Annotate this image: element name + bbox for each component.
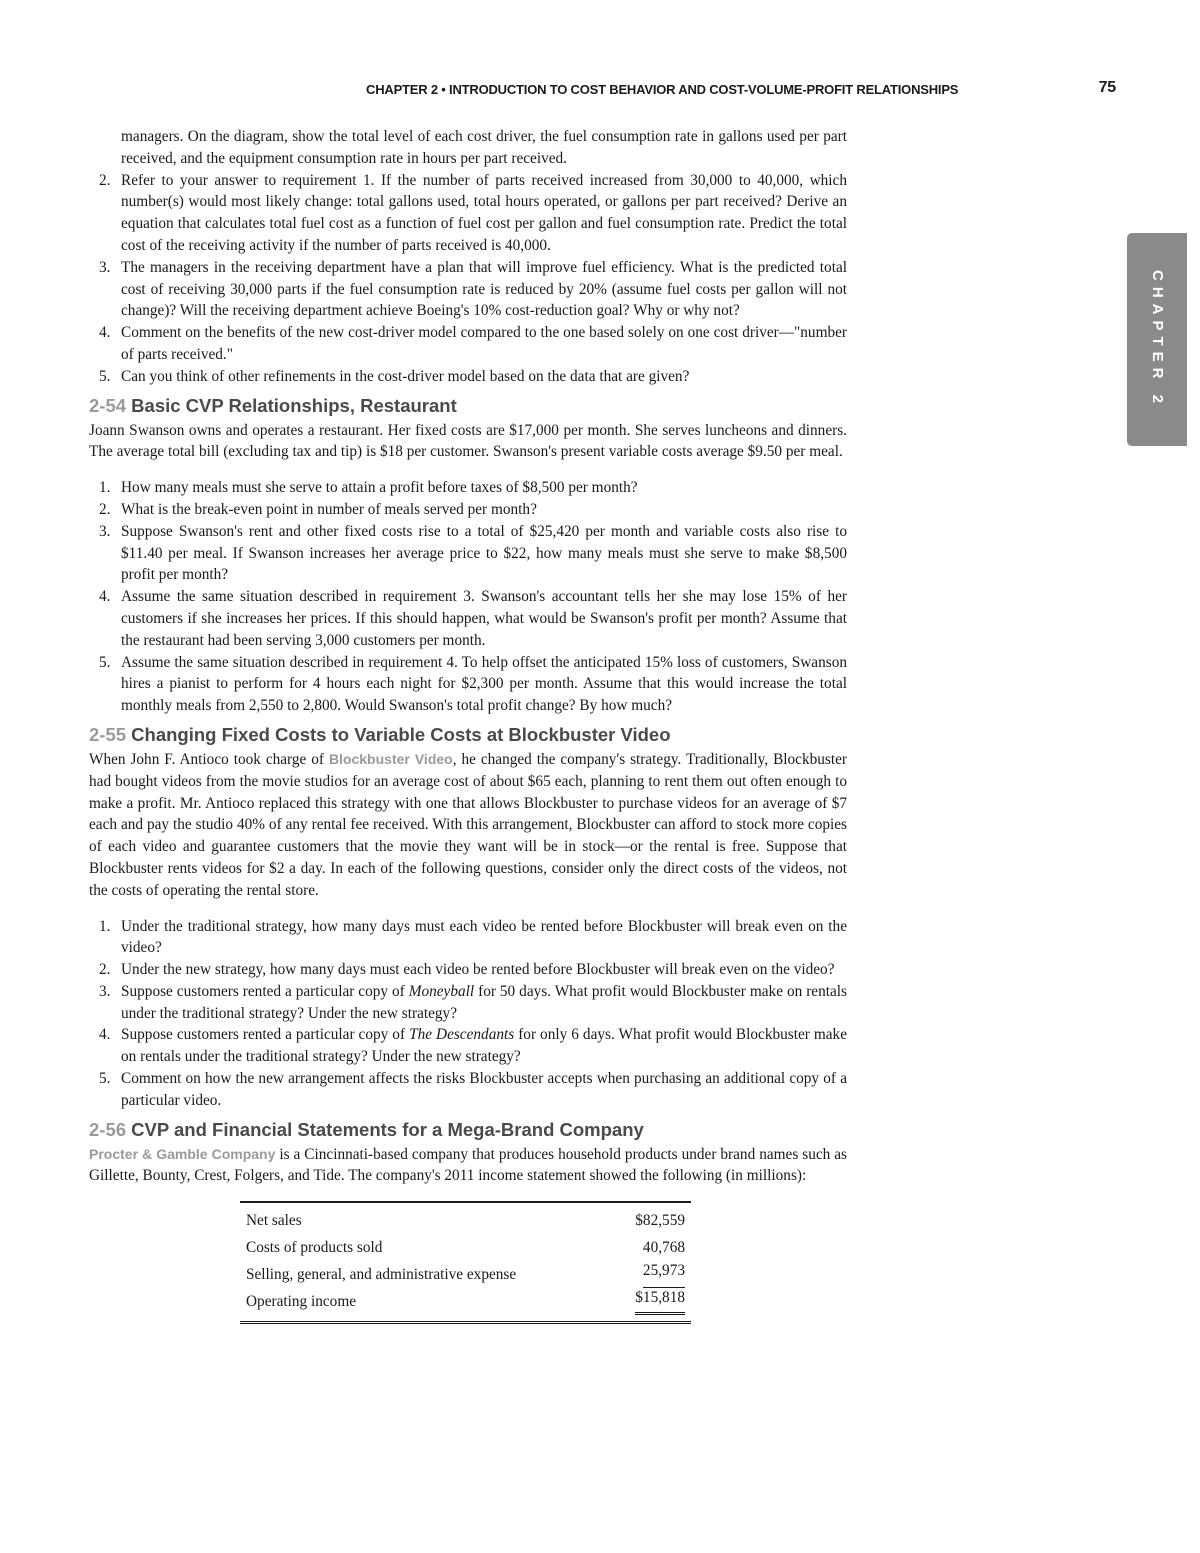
company-link[interactable]: Blockbuster Video xyxy=(328,750,453,767)
movie-title: Moneyball xyxy=(408,982,475,1000)
list-item: 1. How many meals must she serve to attain a profit before taxes of $8,500 per month? xyxy=(99,479,638,497)
requirements-list xyxy=(89,916,847,1112)
requirements-list xyxy=(89,477,847,717)
movie-title: The Descendants xyxy=(409,1026,515,1044)
list-item: 5. Can you think of other refinements in the cost-driver model based on the data that are given? xyxy=(99,367,690,385)
list-item: 2. Refer to your answer to requirement 1. If the number of parts received increased from 30,000 to 40,000, which number(s) would most likely change: total gallons used, total hours operated, or gallons per part received? Derive an equation that calculates total fuel cost as a function of fuel cost per gallon and fuel consumption rate. Predict the total cost of the receiving activity if the number of parts received is 40,000. xyxy=(99,171,847,254)
chapter-side-tab xyxy=(1127,233,1187,446)
list-item: 2. Under the new strategy, how many days must each video be rented before Blockbuster will break even on the video? xyxy=(99,961,835,979)
table-row: Selling, general, and administrative expense 25,973 xyxy=(240,1261,691,1288)
problem-heading-2-56: 2-56 CVP and Financial Statements for a Mega-Brand Company xyxy=(89,1118,644,1140)
list-item: 1. Under the traditional strategy, how many days must each video be rented before Blockbuster will break even on the video? xyxy=(99,917,847,957)
continuation-paragraph: managers. On the diagram, show the total level of each cost driver, the fuel consumption rate in gallons used per part received, and the equipment consumption rate in hours per part received. xyxy=(121,128,847,167)
list-item: 2. What is the break-even point in number of meals served per month? xyxy=(99,500,537,518)
list-item: 4. Suppose customers rented a particular copy of The Descendants for only 6 days. What profit would Blockbuster make on rentals under the traditional strategy? Under the new strategy? xyxy=(99,1026,847,1066)
problem-intro: Procter & Gamble Company is a Cincinnati-based company that produces household products under brand names such as Gillette, Bounty, Crest, Folgers, and Tide. The company's 2011 income statement showed the following (in millions): xyxy=(89,1145,847,1185)
table-row: Costs of products sold 40,768 xyxy=(246,1239,685,1257)
chapter-tab-label: CHAPTER 2 xyxy=(1149,269,1166,409)
company-link[interactable]: Procter & Gamble Company xyxy=(89,1145,276,1162)
problem-intro: Joann Swanson owns and operates a restaurant. Her fixed costs are $17,000 per month. She serves luncheons and dinners. The average total bill (excluding tax and tip) is $18 per customer. Swanson's present variable costs average $9.50 per meal. xyxy=(89,421,847,461)
continuation-list xyxy=(89,170,847,388)
list-item: 3. Suppose Swanson's rent and other fixed costs rise to a total of $25,420 per month and variable costs also rise to $11.40 per meal. If Swanson increases her average price to $22, how many meals must she serve to make $8,500 profit per month? xyxy=(99,522,847,584)
table-row: Net sales $82,559 xyxy=(246,1212,685,1230)
page-number: 75 xyxy=(1098,79,1116,96)
list-item: 5. Assume the same situation described in requirement 4. To help offset the anticipated 15% loss of customers, Swanson hires a pianist to perform for 4 hours each night for $2,300 per month. Assume that this would increase the total monthly meals from 2,550 to 2,800. Would Swanson's total profit change? By how much? xyxy=(99,653,847,715)
list-item: 3. The managers in the receiving department have a plan that will improve fuel efficiency. What is the predicted total cost of receiving 30,000 parts if the fuel consumption rate is reduced by 20% (assume fuel costs per gallon will not change)? Will the receiving department achieve Boeing's 10% cost-reduction goal? Why or why not? xyxy=(99,258,847,320)
table-row: Operating income $15,818 xyxy=(240,1288,691,1315)
problem-heading-2-55: 2-55 Changing Fixed Costs to Variable Costs at Blockbuster Video xyxy=(89,723,671,745)
income-statement-table xyxy=(240,1201,691,1324)
chapter-title: CHAPTER 2 • INTRODUCTION TO COST BEHAVIOR AND COST-VOLUME-PROFIT RELATIONSHIPS xyxy=(366,82,959,97)
list-item: 4. Assume the same situation described in requirement 3. Swanson's accountant tells her she may lose 15% of her customers if she increases her prices. If this should happen, what would be Swanson's profit per month? Assume that the restaurant had been serving 3,000 customers per month. xyxy=(99,588,847,649)
page-body xyxy=(89,126,847,1324)
list-item: 4. Comment on the benefits of the new cost-driver model compared to the one based solely on one cost driver—"number of parts received." xyxy=(99,324,847,363)
problem-heading-2-54: 2-54 Basic CVP Relationships, Restaurant xyxy=(89,394,457,416)
problem-intro: When John F. Antioco took charge of Blockbuster Video, he changed the company's strategy. Traditionally, Blockbuster had bought videos from the movie studios for an average cost of about $65 each, planning to rent them out often enough to make a profit. Mr. Antioco replaced this strategy with one that allows Blockbuster to purchase videos for an average of $7 each and pay the studio 40% of any rental fee received. With this arrangement, Blockbuster can afford to stock more copies of each video and guarantee customers that the movie they want will be in stock—or the rental is free. Suppose that Blockbuster rents videos for $2 a day. In each of the following questions, consider only the direct costs of the videos, not the costs of operating the rental store. xyxy=(89,750,847,899)
running-header xyxy=(366,79,1116,103)
list-item: 5. Comment on how the new arrangement affects the risks Blockbuster accepts when purchasing an additional copy of a particular video. xyxy=(99,1070,847,1109)
list-item: 3. Suppose customers rented a particular copy of Moneyball for 50 days. What profit would Blockbuster make on rentals under the traditional strategy? Under the new strategy? xyxy=(99,982,847,1022)
